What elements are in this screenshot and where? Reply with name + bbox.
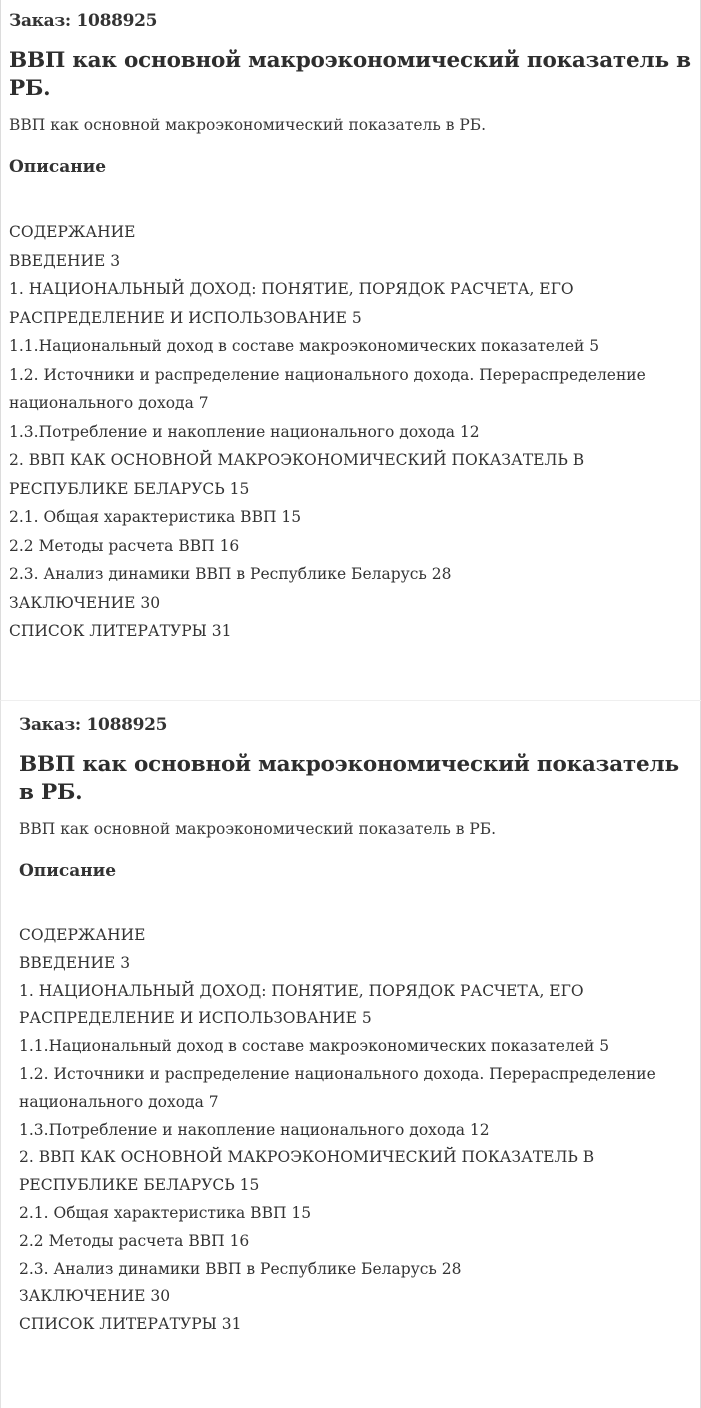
toc-line: ВВЕДЕНИЕ 3 bbox=[19, 953, 131, 972]
toc-line: 2. ВВП КАК ОСНОВНОЙ МАКРОЭКОНОМИЧЕСКИЙ ПОКАЗАТЕЛЬ В РЕСПУБЛИКЕ БЕЛАРУСЬ 15 bbox=[19, 1148, 595, 1195]
page-title: ВВП как основной макроэкономический показатель в РБ. bbox=[9, 48, 691, 101]
toc-line: 2.1. Общая характеристика ВВП 15 bbox=[9, 508, 302, 526]
toc-line: 2. ВВП КАК ОСНОВНОЙ МАКРОЭКОНОМИЧЕСКИЙ ПОКАЗАТЕЛЬ В РЕСПУБЛИКЕ БЕЛАРУСЬ 15 bbox=[9, 451, 585, 498]
description-heading: Описание bbox=[9, 157, 107, 177]
order-card-duplicate bbox=[0, 700, 701, 1408]
toc-line: 2.2 Методы расчета ВВП 16 bbox=[19, 1231, 250, 1250]
toc-line: 1.3.Потребление и накопление национального дохода 12 bbox=[19, 1120, 490, 1139]
toc-line: 1.2. Источники и распределение национального дохода. Перераспределение национального дохода 7 bbox=[9, 365, 646, 412]
toc-line: СОДЕРЖАНИЕ bbox=[9, 223, 136, 241]
page-title: ВВП как основной макроэкономический показатель в РБ. bbox=[19, 752, 679, 805]
toc-line: СПИСОК ЛИТЕРАТУРЫ 31 bbox=[9, 622, 232, 640]
page-subtitle: ВВП как основной макроэкономический показатель в РБ. bbox=[9, 116, 487, 134]
description-heading: Описание bbox=[19, 861, 117, 881]
page-subtitle: ВВП как основной макроэкономический показатель в РБ. bbox=[19, 820, 497, 838]
toc-line: 2.2 Методы расчета ВВП 16 bbox=[9, 536, 240, 555]
toc-line: 2.1. Общая характеристика ВВП 15 bbox=[19, 1203, 312, 1222]
order-number: Заказ: 1088925 bbox=[9, 11, 158, 31]
toc-line: 1.1.Национальный доход в составе макроэкономических показателей 5 bbox=[9, 337, 600, 355]
toc-line: ЗАКЛЮЧЕНИЕ 30 bbox=[19, 1287, 171, 1306]
toc-line: 1. НАЦИОНАЛЬНЫЙ ДОХОД: ПОНЯТИЕ, ПОРЯДОК РАСЧЕТА, ЕГО РАСПРЕДЕЛЕНИЕ И ИСПОЛЬЗОВАНИЕ 5 bbox=[19, 981, 584, 1028]
toc-line: 1.1.Национальный доход в составе макроэкономических показателей 5 bbox=[19, 1037, 610, 1056]
toc-line: ЗАКЛЮЧЕНИЕ 30 bbox=[9, 593, 161, 612]
toc-line: 2.3. Анализ динамики ВВП в Республике Беларусь 28 bbox=[19, 1259, 462, 1278]
toc-line: СОДЕРЖАНИЕ bbox=[19, 926, 146, 944]
toc-line: 1.3.Потребление и накопление национального дохода 12 bbox=[9, 422, 480, 441]
toc-line: 1.2. Источники и распределение национального дохода. Перераспределение национального дохода 7 bbox=[19, 1064, 656, 1111]
toc-line: 1. НАЦИОНАЛЬНЫЙ ДОХОД: ПОНЯТИЕ, ПОРЯДОК РАСЧЕТА, ЕГО РАСПРЕДЕЛЕНИЕ И ИСПОЛЬЗОВАНИЕ 5 bbox=[9, 280, 574, 327]
toc-line: 2.3. Анализ динамики ВВП в Республике Беларусь 28 bbox=[9, 565, 452, 583]
order-card-primary bbox=[0, 0, 701, 646]
toc-line: ВВЕДЕНИЕ 3 bbox=[9, 251, 121, 270]
toc-line: СПИСОК ЛИТЕРАТУРЫ 31 bbox=[19, 1315, 242, 1334]
order-number: Заказ: 1088925 bbox=[19, 715, 168, 735]
table-of-contents bbox=[19, 922, 689, 1339]
table-of-contents bbox=[9, 218, 693, 646]
